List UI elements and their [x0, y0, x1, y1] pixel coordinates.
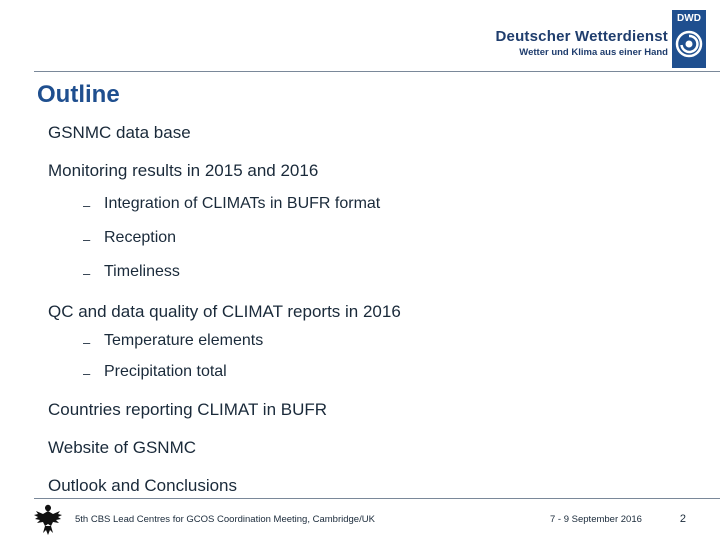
outline-item: QC and data quality of CLIMAT reports in 2016 — [48, 302, 401, 321]
header-divider — [34, 71, 720, 72]
outline-item: GSNMC data base — [48, 123, 191, 142]
logo-title: Deutscher Wetterdienst — [495, 28, 668, 45]
logo-subtitle: Wetter und Klima aus einer Hand — [519, 47, 668, 58]
outline-item: Monitoring results in 2015 and 2016 — [48, 161, 319, 180]
outline-item: Countries reporting CLIMAT in BUFR — [48, 400, 328, 419]
dash-bullet: – — [83, 232, 91, 247]
dash-bullet: – — [83, 366, 91, 381]
outline-item: Outlook and Conclusions — [48, 476, 238, 495]
dash-bullet: – — [83, 335, 91, 350]
outline-subitem: Reception — [104, 229, 177, 246]
outline-subitem: Temperature elements — [104, 332, 264, 349]
dwd-logo — [672, 10, 706, 68]
slide-title: Outline — [37, 81, 120, 108]
outline-subitem: Precipitation total — [104, 363, 227, 380]
outline-subitem: Integration of CLIMATs in BUFR format — [104, 195, 381, 212]
logo-badge: DWD — [677, 13, 701, 24]
footer-divider — [34, 498, 720, 499]
outline-subitem: Timeliness — [104, 263, 180, 280]
outline-item: Website of GSNMC — [48, 438, 197, 457]
federal-eagle-icon — [33, 502, 63, 536]
dash-bullet: – — [83, 266, 91, 281]
footer-date: 7 - 9 September 2016 — [550, 514, 642, 525]
dash-bullet: – — [83, 198, 91, 213]
footer-meeting: 5th CBS Lead Centres for GCOS Coordination Meeting, Cambridge/UK — [75, 514, 375, 525]
page-number: 2 — [679, 513, 686, 525]
spiral-icon — [675, 30, 703, 58]
dwd-logo-text — [496, 28, 669, 58]
